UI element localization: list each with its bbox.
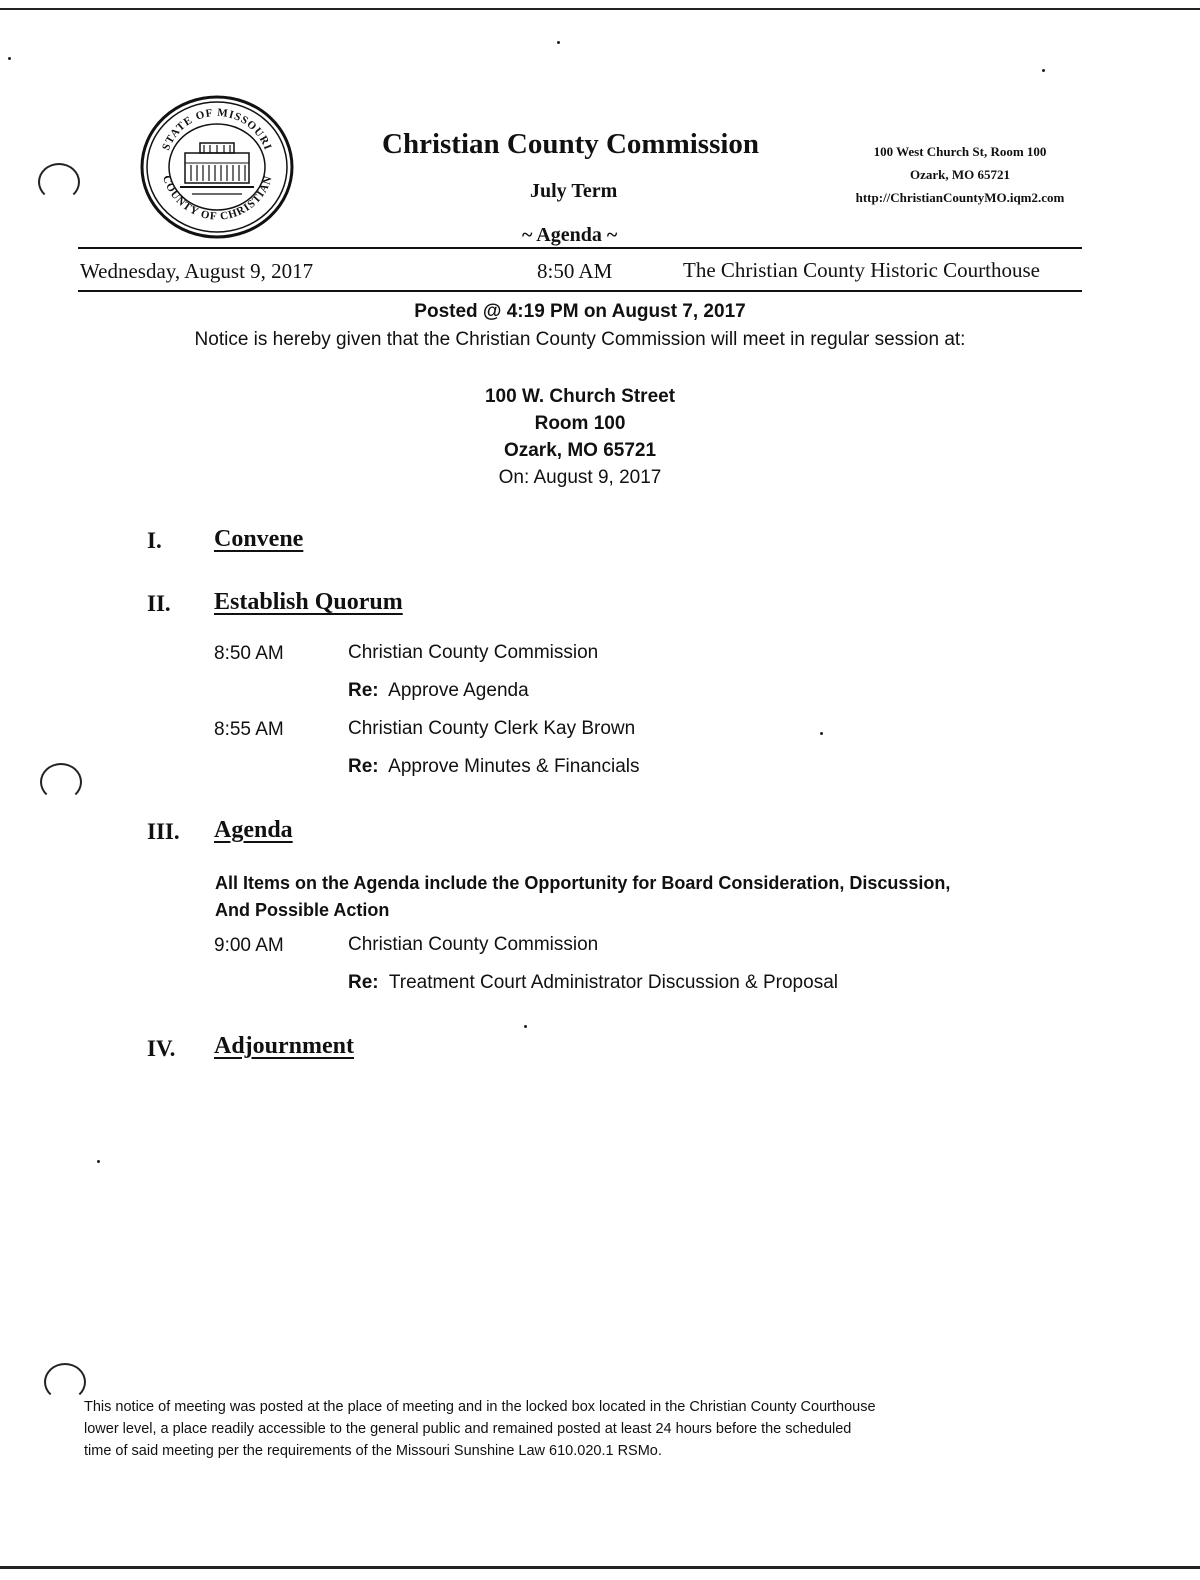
scan-speck xyxy=(820,732,823,735)
item-time: 8:50 AM xyxy=(214,643,284,664)
svg-text:COUNTY OF CHRISTIAN: COUNTY OF CHRISTIAN xyxy=(160,173,275,223)
section-title-adjournment: Adjournment xyxy=(214,1033,355,1059)
re-label: Re: xyxy=(348,680,379,701)
disclaimer-line-2: And Possible Action xyxy=(215,900,390,920)
disclaimer-line-1: All Items on the Agenda include the Opportunity for Board Consideration, Discussion, xyxy=(215,873,951,893)
location-city: Ozark, MO 65721 xyxy=(503,440,657,461)
re-text: Treatment Court Administrator Discussion & Proposal xyxy=(388,972,838,993)
address-line-2: Ozark, MO 65721 xyxy=(909,167,1010,182)
scan-speck xyxy=(557,41,560,44)
svg-text:STATE OF MISSOURI: STATE OF MISSOURI xyxy=(160,106,274,153)
section-number: II. xyxy=(147,591,171,616)
term-label: July Term xyxy=(530,180,618,202)
footer-line-3: time of said meeting per the requirements of the Missouri Sunshine Law 610.020.1 RSMo. xyxy=(84,1443,662,1459)
scan-speck xyxy=(1042,69,1045,72)
re-text: Approve Minutes & Financials xyxy=(388,756,640,777)
posting-footer-note xyxy=(84,1396,1034,1462)
punch-hole-middle xyxy=(40,763,82,801)
meeting-time: 8:50 AM xyxy=(537,259,613,283)
re-text: Approve Agenda xyxy=(388,680,529,701)
item-regarding xyxy=(348,972,838,994)
meeting-date: Wednesday, August 9, 2017 xyxy=(80,259,314,283)
item-presenter: Christian County Clerk Kay Brown xyxy=(348,718,636,739)
re-label: Re: xyxy=(348,756,379,777)
location-date: On: August 9, 2017 xyxy=(498,467,662,488)
bottom-edge-rule xyxy=(0,1566,1200,1569)
scan-speck xyxy=(97,1160,100,1163)
item-regarding xyxy=(348,680,529,702)
item-presenter: Christian County Commission xyxy=(348,934,599,955)
punch-hole-top xyxy=(38,163,80,201)
meeting-location xyxy=(0,383,1160,491)
agenda-disclaimer xyxy=(215,870,1035,924)
posted-timestamp: Posted @ 4:19 PM on August 7, 2017 xyxy=(414,301,746,322)
section-title-convene: Convene xyxy=(214,526,304,552)
scan-speck xyxy=(8,57,11,60)
item-time: 8:55 AM xyxy=(214,719,284,740)
commission-title: Christian County Commission xyxy=(382,128,760,160)
re-label: Re: xyxy=(348,972,379,993)
meeting-notice: Notice is hereby given that the Christian County Commission will meet in regular session at: xyxy=(194,329,966,350)
item-time: 9:00 AM xyxy=(214,935,284,956)
location-room: Room 100 xyxy=(534,413,626,434)
item-regarding xyxy=(348,756,639,778)
location-street: 100 W. Church Street xyxy=(484,386,676,407)
section-title-agenda: Agenda xyxy=(214,817,293,843)
header-rule-top xyxy=(78,247,1082,249)
section-number: IV. xyxy=(147,1036,176,1061)
top-edge-rule xyxy=(0,8,1200,10)
scan-speck xyxy=(524,1025,527,1028)
section-number: I. xyxy=(147,528,162,553)
address-line-1: 100 West Church St, Room 100 xyxy=(873,144,1047,159)
punch-hole-bottom xyxy=(44,1363,86,1401)
section-title-establish-quorum: Establish Quorum xyxy=(214,589,403,615)
header-rule-bottom xyxy=(78,290,1082,292)
footer-line-2: lower level, a place readily accessible to the general public and remained posted at least 24 hours before the scheduled xyxy=(84,1421,852,1437)
contact-address-block: 100 West Church St, Room 100 Ozark, MO 65721 http://ChristianCountyMO.iqm2.com xyxy=(845,140,1075,198)
footer-line-1: This notice of meeting was posted at the place of meeting and in the locked box located in the Christian County Courthouse xyxy=(84,1399,876,1415)
section-number: III. xyxy=(147,819,180,844)
item-presenter: Christian County Commission xyxy=(348,642,599,663)
agenda-heading: ~ Agenda ~ xyxy=(522,224,618,246)
meeting-place: The Christian County Historic Courthouse xyxy=(683,258,1040,282)
county-seal-logo xyxy=(140,95,295,240)
